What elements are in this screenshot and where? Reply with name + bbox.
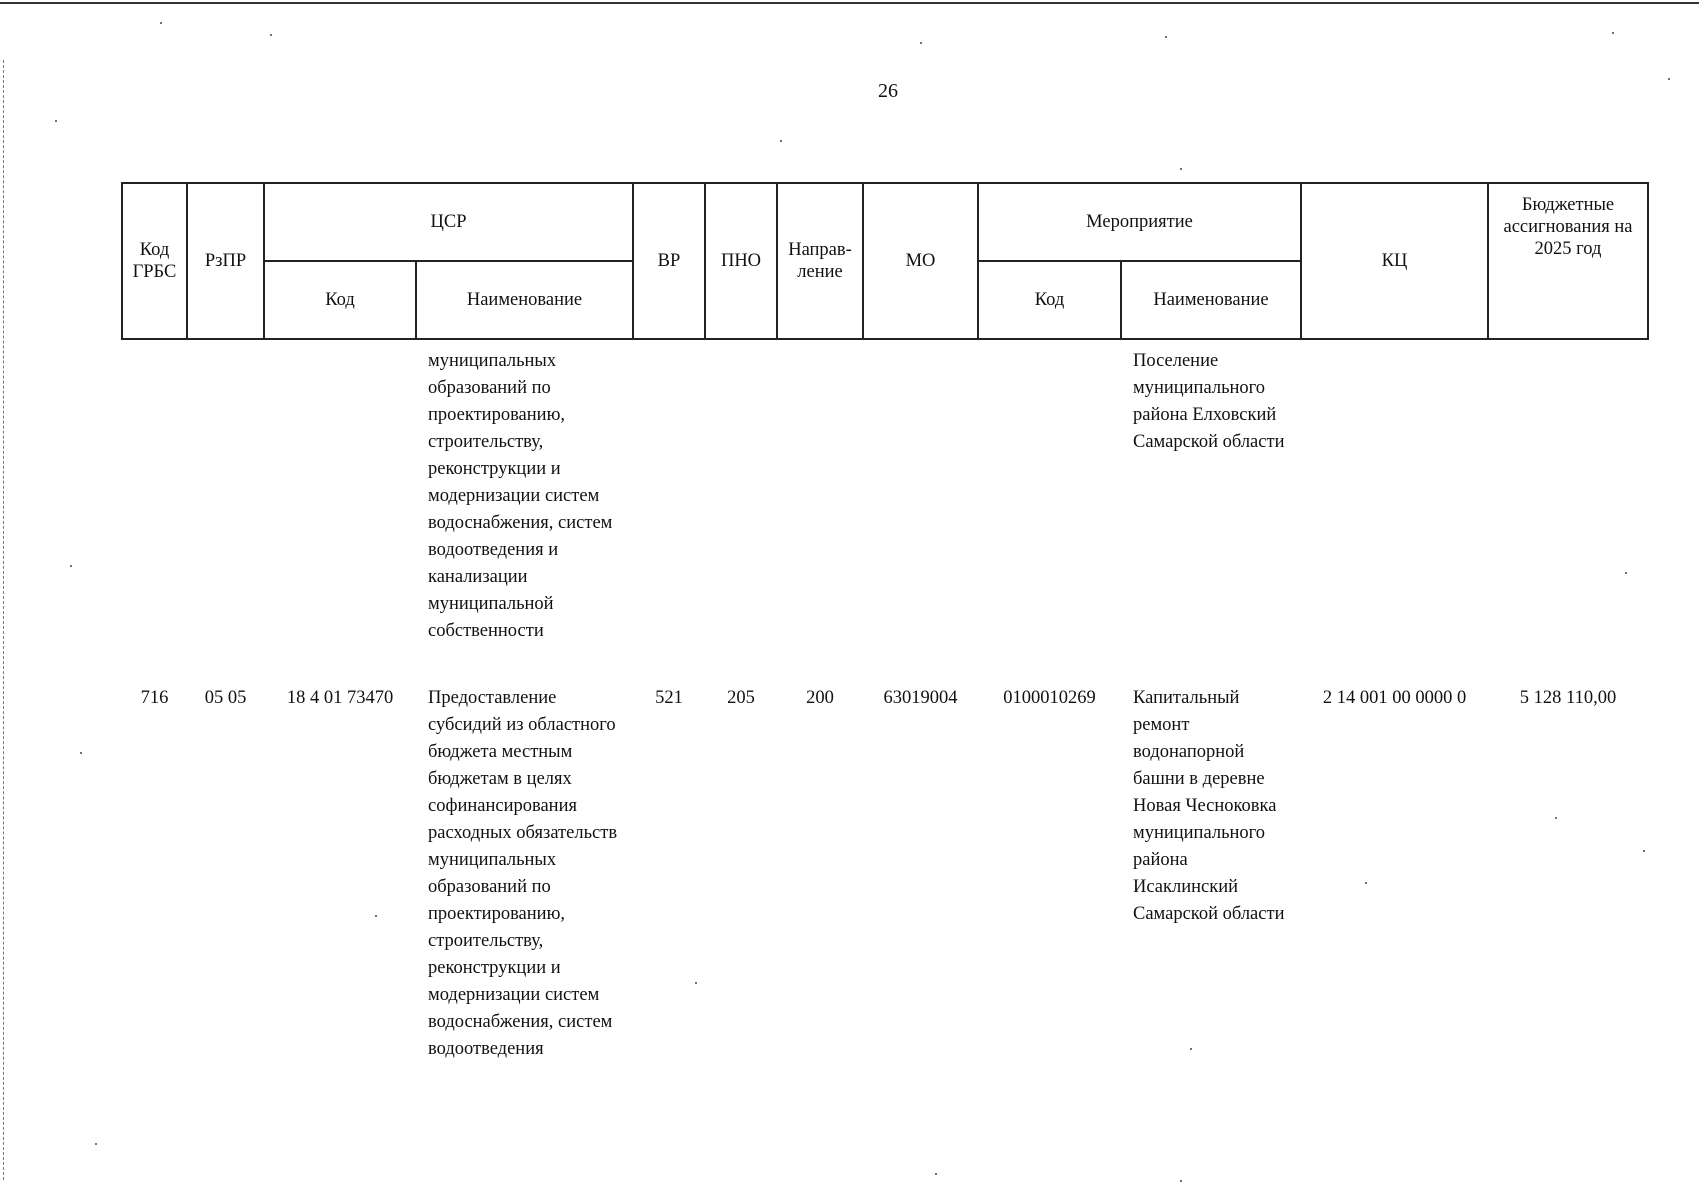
- cell-mo: 63019004: [883, 688, 958, 708]
- scan-speck: [935, 1173, 937, 1175]
- cell-empty: [863, 339, 978, 659]
- table-row: [122, 659, 1648, 1063]
- header-mer-kod: Код: [978, 261, 1121, 339]
- header-napravlenie: Направ-ление: [777, 183, 863, 339]
- cell-empty: [978, 339, 1121, 659]
- cell-empty: [264, 339, 416, 659]
- table-header: [122, 183, 1648, 339]
- header-rzpr: РзПР: [187, 183, 264, 339]
- cell-kc: 2 14 001 00 0000 0: [1322, 688, 1467, 708]
- budget-allocation-table: [121, 182, 1649, 1063]
- cell-napravlenie: 200: [806, 688, 834, 708]
- cell-pno: 205: [727, 688, 755, 708]
- table-body: [122, 339, 1648, 1063]
- scan-speck: [1612, 32, 1614, 34]
- cell-mer-name: Капитальный ремонт водонапорной башни в деревне Новая Чесноковка муниципального района Исаклинский Самарской области: [1133, 688, 1285, 924]
- header-kod-grbs: Код ГРБС: [122, 183, 187, 339]
- header-csr: ЦСР: [264, 183, 633, 261]
- cell-mer-name: Поселение муниципального района Елховский Самарской области: [1133, 351, 1285, 452]
- header-budget: Бюджетные ассигнования на 2025 год: [1488, 183, 1648, 339]
- scan-speck: [1165, 36, 1167, 38]
- cell-csr-kod: 18 4 01 73470: [286, 688, 394, 708]
- cell-empty: [1301, 339, 1488, 659]
- header-mo: МО: [863, 183, 978, 339]
- header-csr-name: Наименование: [416, 261, 633, 339]
- cell-csr-name: Предоставление субсидий из областного бюджета местным бюджетам в целях софинансирования расходных обязательств муниципальных образований по проектированию, строительству, реконструкции и модернизации систем водоснабжения, систем водоотведения: [428, 688, 618, 1059]
- scan-speck: [920, 42, 922, 44]
- cell-csr-name: муниципальных образований по проектированию, строительству, реконструкции и модернизации систем водоснабжения, систем водоотведения и канализации муниципальной собственности: [428, 351, 613, 641]
- scan-speck: [70, 565, 72, 567]
- scan-border-left: [3, 60, 4, 1180]
- cell-kod-grbs: 716: [140, 688, 169, 708]
- cell-empty: [122, 339, 187, 659]
- header-csr-kod: Код: [264, 261, 416, 339]
- scan-speck: [780, 140, 782, 142]
- scan-speck: [270, 34, 272, 36]
- header-mer-name: Наименование: [1121, 261, 1301, 339]
- table-row-continuation: [122, 339, 1648, 659]
- cell-mer-kod: 0100010269: [1003, 688, 1096, 708]
- header-vr: ВР: [633, 183, 705, 339]
- scan-speck: [160, 22, 162, 24]
- scan-speck: [95, 1143, 97, 1145]
- scan-border-top: [0, 2, 1699, 4]
- scan-speck: [1180, 1180, 1182, 1182]
- cell-empty: [1488, 339, 1648, 659]
- header-kc: КЦ: [1301, 183, 1488, 339]
- cell-vr: 521: [655, 688, 683, 708]
- page-number: 26: [878, 80, 898, 102]
- cell-empty: [777, 339, 863, 659]
- scan-speck: [1668, 78, 1670, 80]
- header-pno: ПНО: [705, 183, 777, 339]
- scan-speck: [80, 752, 82, 754]
- cell-empty: [633, 339, 705, 659]
- cell-empty: [705, 339, 777, 659]
- cell-empty: [187, 339, 264, 659]
- scan-speck: [1180, 168, 1182, 170]
- scan-speck: [55, 120, 57, 122]
- cell-budget: 5 128 110,00: [1519, 688, 1617, 708]
- header-meropriyatie: Мероприятие: [978, 183, 1301, 261]
- cell-rzpr: 05 05: [204, 688, 247, 708]
